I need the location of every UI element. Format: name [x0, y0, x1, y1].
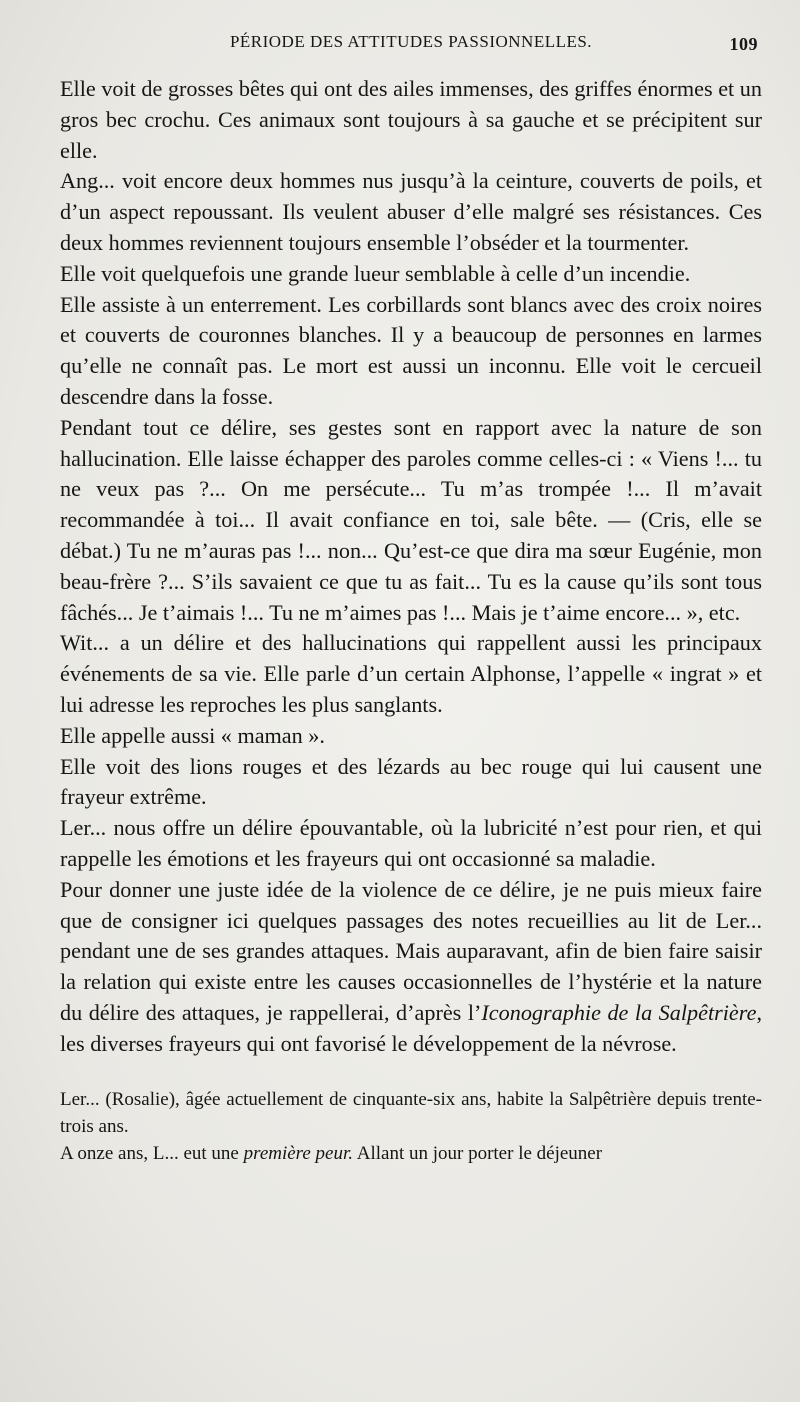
- paragraph-10-text-a: Pour donner une juste idée de la violence de ce délire, je ne puis mieux faire que de consigner ici quelques passages des notes recueillies au lit de Ler... pendant une de ses grandes attaques. Mais auparavant, afin de bien faire saisir la relation qui existe entre les causes occasionnelles de l’hystérie et la nature du délire des attaques, je rappellerai, d’après l’: [60, 876, 762, 1025]
- paragraph-10: [60, 875, 762, 1060]
- body-text: [60, 74, 762, 1167]
- paragraph-9: Ler... nous offre un délire épouvantable, où la lubricité n’est pour rien, et qui rappelle les émotions et les frayeurs qui ont occasionné sa maladie.: [60, 815, 762, 871]
- paragraph-3: Elle voit quelquefois une grande lueur semblable à celle d’un incendie.: [60, 260, 691, 286]
- running-title: PÉRIODE DES ATTITUDES PASSIONNELLES.: [229, 32, 593, 51]
- paragraph-11: Ler... (Rosalie), âgée actuellement de cinquante-six ans, habite la Salpêtrière depuis trente-trois ans.: [60, 1088, 762, 1137]
- paragraph-12-text-b: Allant un jour porter le déjeuner: [353, 1142, 603, 1164]
- paragraph-12-text-a: A onze ans, L... eut une: [60, 1142, 244, 1164]
- paragraph-6: Wit... a un délire et des hallucinations qui rappellent aussi les principaux événements de sa vie. Elle parle d’un certain Alphonse, l’appelle « ingrat » et lui adresse les reproches les plus sanglants.: [60, 630, 762, 717]
- running-head: [60, 30, 762, 60]
- paragraph-2: Ang... voit encore deux hommes nus jusqu’à la ceinture, couverts de poils, et d’un aspect repoussant. Ils veulent abuser d’elle malgré ses résistances. Ces deux hommes reviennent toujours ensemble l’obséder et la tourmenter.: [60, 168, 762, 255]
- page-number: 109: [729, 34, 758, 54]
- iconographie-title: Iconographie de la Salpêtrière: [481, 999, 757, 1025]
- paragraph-12: [60, 1140, 762, 1167]
- paragraph-7: Elle appelle aussi « maman ».: [60, 722, 325, 748]
- premiere-peur: première peur.: [243, 1142, 354, 1164]
- paragraph-10-text-b: , les diverses frayeurs qui ont favorisé le développement de la névrose.: [60, 999, 762, 1056]
- paragraph-5: Pendant tout ce délire, ses gestes sont en rapport avec la nature de son hallucination. Elle laisse échapper des paroles comme celles-ci : « Viens !... tu ne veux pas ?... On me persécute... Tu m’as trompée !... Il m’avait recommandée à toi... Il avait confiance en toi, sale bête. — (Cris, elle se débat.) Tu ne m’auras pas !... non... Qu’est-ce que dira ma sœur Eugénie, mon beau-frère ?... S’ils savaient ce que tu as fait... Tu es la cause qu’ils sont tous fâchés... Je t’aimais !... Tu ne m’aimes pas !... Mais je t’aime encore... », etc.: [60, 414, 762, 625]
- paragraph-4: Elle assiste à un enterrement. Les corbillards sont blancs avec des croix noires et couverts de couronnes blanches. Il y a beaucoup de personnes en larmes qu’elle ne connaît pas. Le mort est aussi un inconnu. Elle voit le cercueil descendre dans la fosse.: [60, 291, 762, 409]
- paragraph-8: Elle voit des lions rouges et des lézards au bec rouge qui lui causent une frayeur extrême.: [60, 753, 762, 810]
- paragraph-1: Elle voit de grosses bêtes qui ont des ailes immenses, des griffes énormes et un gros bec crochu. Ces animaux sont toujours à sa gauche et se précipitent sur elle.: [60, 76, 762, 163]
